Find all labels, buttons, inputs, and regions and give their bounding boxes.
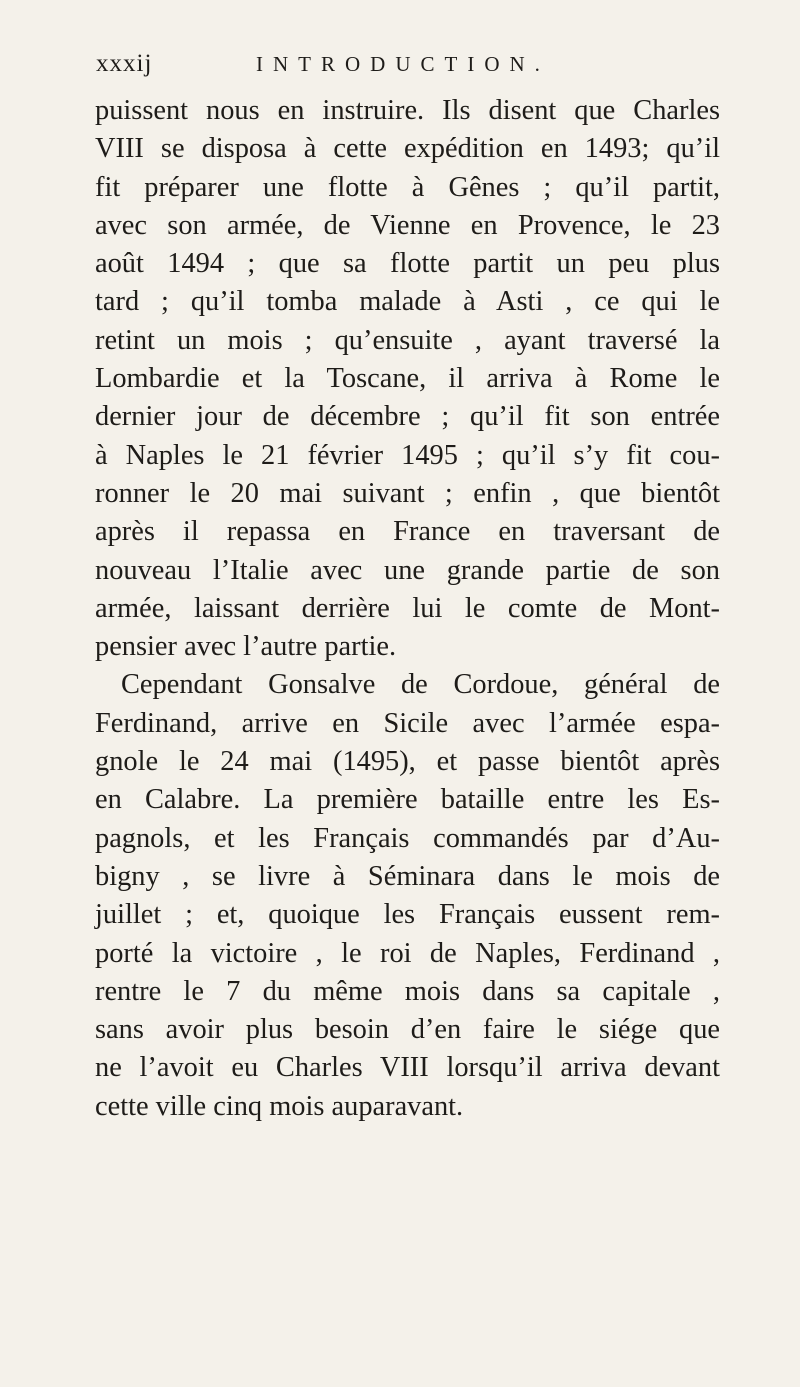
text-line: Ferdinand, arrive en Sicile avec l’armée espa- [95, 707, 720, 739]
text-line: avec son armée, de Vienne en Provence, le 23 [95, 209, 720, 241]
text-line: sans avoir plus besoin d’en faire le siége que [95, 1014, 720, 1046]
text-line: pagnols, et les Français commandés par d’Au- [95, 822, 720, 854]
text-line: Lombardie et la Toscane, il arriva à Rome le [95, 363, 720, 395]
text-line: à Naples le 21 février 1495 ; qu’il s’y fit cou- [95, 439, 720, 471]
text-line: retint un mois ; qu’ensuite , ayant traversé la [95, 324, 720, 356]
text-line: bigny , se livre à Séminara dans le mois de [95, 860, 720, 892]
text-line: armée, laissant derrière lui le comte de Mont- [95, 592, 720, 624]
text-line: VIII se disposa à cette expédition en 1493; qu’il [95, 133, 720, 165]
text-line: dernier jour de décembre ; qu’il fit son entrée [95, 401, 720, 433]
text-line: gnole le 24 mai (1495), et passe bientôt après [95, 746, 720, 778]
text-line: porté la victoire , le roi de Naples, Ferdinand , [95, 937, 720, 969]
text-line: juillet ; et, quoique les Français eussent rem- [95, 899, 720, 931]
text-line: Cependant Gonsalve de Cordoue, général de [121, 669, 720, 701]
text-line: puissent nous en instruire. Ils disent que Charles [95, 95, 720, 126]
text-line: en Calabre. La première bataille entre les Es- [95, 784, 720, 816]
page-number: xxxij [96, 50, 153, 77]
body-text [95, 92, 720, 1126]
text-line: pensier avec l’autre partie. [95, 631, 397, 663]
running-head [96, 50, 716, 84]
text-line: ronner le 20 mai suivant ; enfin , que bientôt [95, 477, 720, 509]
text-line: cette ville cinq mois auparavant. [95, 1090, 464, 1122]
text-line: rentre le 7 du même mois dans sa capitale , [95, 975, 720, 1007]
text-line: après il repassa en France en traversant de [95, 516, 720, 548]
text-line: nouveau l’Italie avec une grande partie de son [95, 554, 720, 586]
text-line: fit préparer une flotte à Gênes ; qu’il partit, [95, 171, 720, 203]
text-line: tard ; qu’il tomba malade à Asti , ce qui le [95, 286, 720, 318]
section-title: INTRODUCTION. [256, 52, 550, 76]
text-line: août 1494 ; que sa flotte partit un peu plus [95, 248, 720, 280]
text-line: ne l’avoit eu Charles VIII lorsqu’il arriva devant [95, 1052, 720, 1084]
